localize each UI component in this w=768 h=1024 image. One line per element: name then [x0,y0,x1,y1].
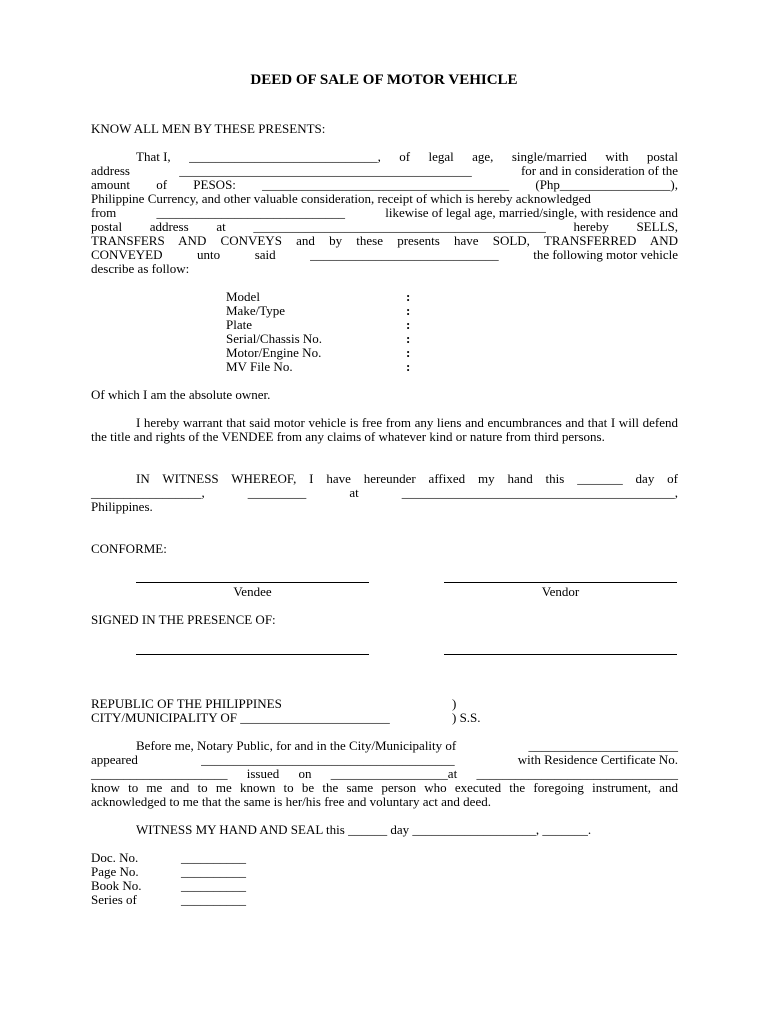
field-label-serial-chassis: Serial/Chassis No. [226,331,323,346]
text: on [298,766,312,781]
issue-date-blank: __________________at [330,766,458,781]
text: legal [428,149,454,164]
text: CONVEYED [91,247,163,262]
para1-line-9: describe as follow: [91,261,190,276]
text: hereby [573,219,609,234]
para1-line-6 [91,220,678,234]
witness-1-signature-line [136,654,369,655]
vendee-label: Vendee [233,584,272,599]
issue-place-blank: _______________________________ [476,766,678,781]
vendee-signature-line [136,582,369,583]
witness-line-3: Philippines. [91,499,153,514]
para1-line-7: TRANSFERS AND CONVEYS and by these presents have SOLD, TRANSFERRED AND [91,233,678,248]
ss-mark: ) S.S. [452,710,481,725]
opening-line: KNOW ALL MEN BY THESE PRESENTS: [91,121,326,136]
para1-line-2 [91,164,678,178]
text: of [399,149,411,164]
para1-line-5 [91,206,678,220]
text: single/married [511,149,587,164]
witness-line-1: IN WITNESS WHEREOF, I have hereunder affixed my hand this _______ day of [136,471,678,486]
text: with [605,149,629,164]
field-separator: : [406,303,411,318]
field-separator: : [406,289,411,304]
notary-city-blank: _______________________ [528,738,678,753]
book-no-label: Book No. [91,878,142,893]
page-no-label: Page No. [91,864,139,879]
notary-line-5: acknowledged to me that the same is her/his free and voluntary act and deed. [91,794,491,809]
seller-address-blank: _____________________________________________ [179,163,472,178]
text: postal [646,149,678,164]
doc-no-blank: __________ [181,850,246,865]
field-separator: : [406,331,411,346]
vendor-label: Vendor [541,584,580,599]
text: at [216,219,226,234]
notary-line-4: know to me and to me known to be the same person who executed the foregoing instrument, and [91,780,678,795]
text: Before me, Notary Public, for and in the City/Municipality of [136,738,457,753]
date-blank: _________________, [91,485,205,500]
vendor-signature-line [444,582,677,583]
text: issued [246,766,280,781]
text: said [254,247,276,262]
series-of-blank: __________ [181,892,246,907]
text: for and in consideration of the [520,163,678,178]
buyer-address-blank: _____________________________________________ [253,219,546,234]
witness-line-2 [91,486,678,500]
amount-words-blank: ______________________________________ [262,177,510,192]
text: That I, [136,149,171,164]
text: with Residence Certificate No. [517,752,678,767]
conforme-heading: CONFORME: [91,541,167,556]
page-no-blank: __________ [181,864,246,879]
text: appeared [91,752,138,767]
warranty-paragraph: I hereby warrant that said motor vehicle is free from any liens and encumbrances and that I will defend the title and rights of the VENDEE from any claims of whatever kind or nature from third persons. [91,415,678,444]
text: of [156,177,168,192]
text: PESOS: [193,177,236,192]
appearer-name-blank: _______________________________________ [201,752,455,767]
vendee-name-blank: _____________________________ [310,247,499,262]
field-separator: : [406,345,411,360]
document-title: DEED OF SALE OF MOTOR VEHICLE [250,72,518,88]
para1-line-4: Philippine Currency, and other valuable consideration, receipt of which is hereby acknowledged [91,191,591,206]
text: the following motor vehicle [533,247,678,262]
series-of-label: Series of [91,892,137,907]
text: SELLS, [636,219,678,234]
field-label-make-type: Make/Type [226,303,286,318]
para1-line-1 [136,150,678,164]
amount-number-blank: (Php_________________), [535,177,678,192]
owner-statement: Of which I am the absolute owner. [91,387,271,402]
text: age, [472,149,494,164]
notary-line-2 [91,753,678,767]
text: address [149,219,189,234]
book-no-blank: __________ [181,878,246,893]
residence-cert-blank: _____________________ [91,766,228,781]
year-blank: _________ [247,485,307,500]
text: likewise of legal age, married/single, with residence and [385,205,678,220]
para1-line-8 [91,248,678,262]
signed-presence-heading: SIGNED IN THE PRESENCE OF: [91,612,276,627]
text: amount [91,177,130,192]
field-separator: : [406,359,411,374]
place-blank: __________________________________________, [401,485,678,500]
notary-line-3 [91,767,678,781]
para1-line-3 [91,178,678,192]
field-label-motor-engine: Motor/Engine No. [226,345,322,360]
text: address [91,163,130,178]
republic-paren: ) [452,696,457,711]
city-municipality-line: CITY/MUNICIPALITY OF _______________________ [91,710,390,725]
field-label-plate: Plate [226,317,252,332]
field-label-mv-file: MV File No. [226,359,293,374]
witness-2-signature-line [444,654,677,655]
doc-no-label: Doc. No. [91,850,139,865]
witness-seal-line: WITNESS MY HAND AND SEAL this ______ day ___________________, _______. [136,822,592,837]
notary-line-1 [136,739,678,753]
republic-heading: REPUBLIC OF THE PHILIPPINES [91,696,282,711]
text: from [91,205,117,220]
text: unto [197,247,221,262]
seller-name-blank: _____________________________, [189,149,381,164]
field-separator: : [406,317,411,332]
text: postal [91,219,123,234]
buyer-name-blank: _____________________________ [156,205,345,220]
field-label-model: Model [226,289,260,304]
text: at [349,485,359,500]
